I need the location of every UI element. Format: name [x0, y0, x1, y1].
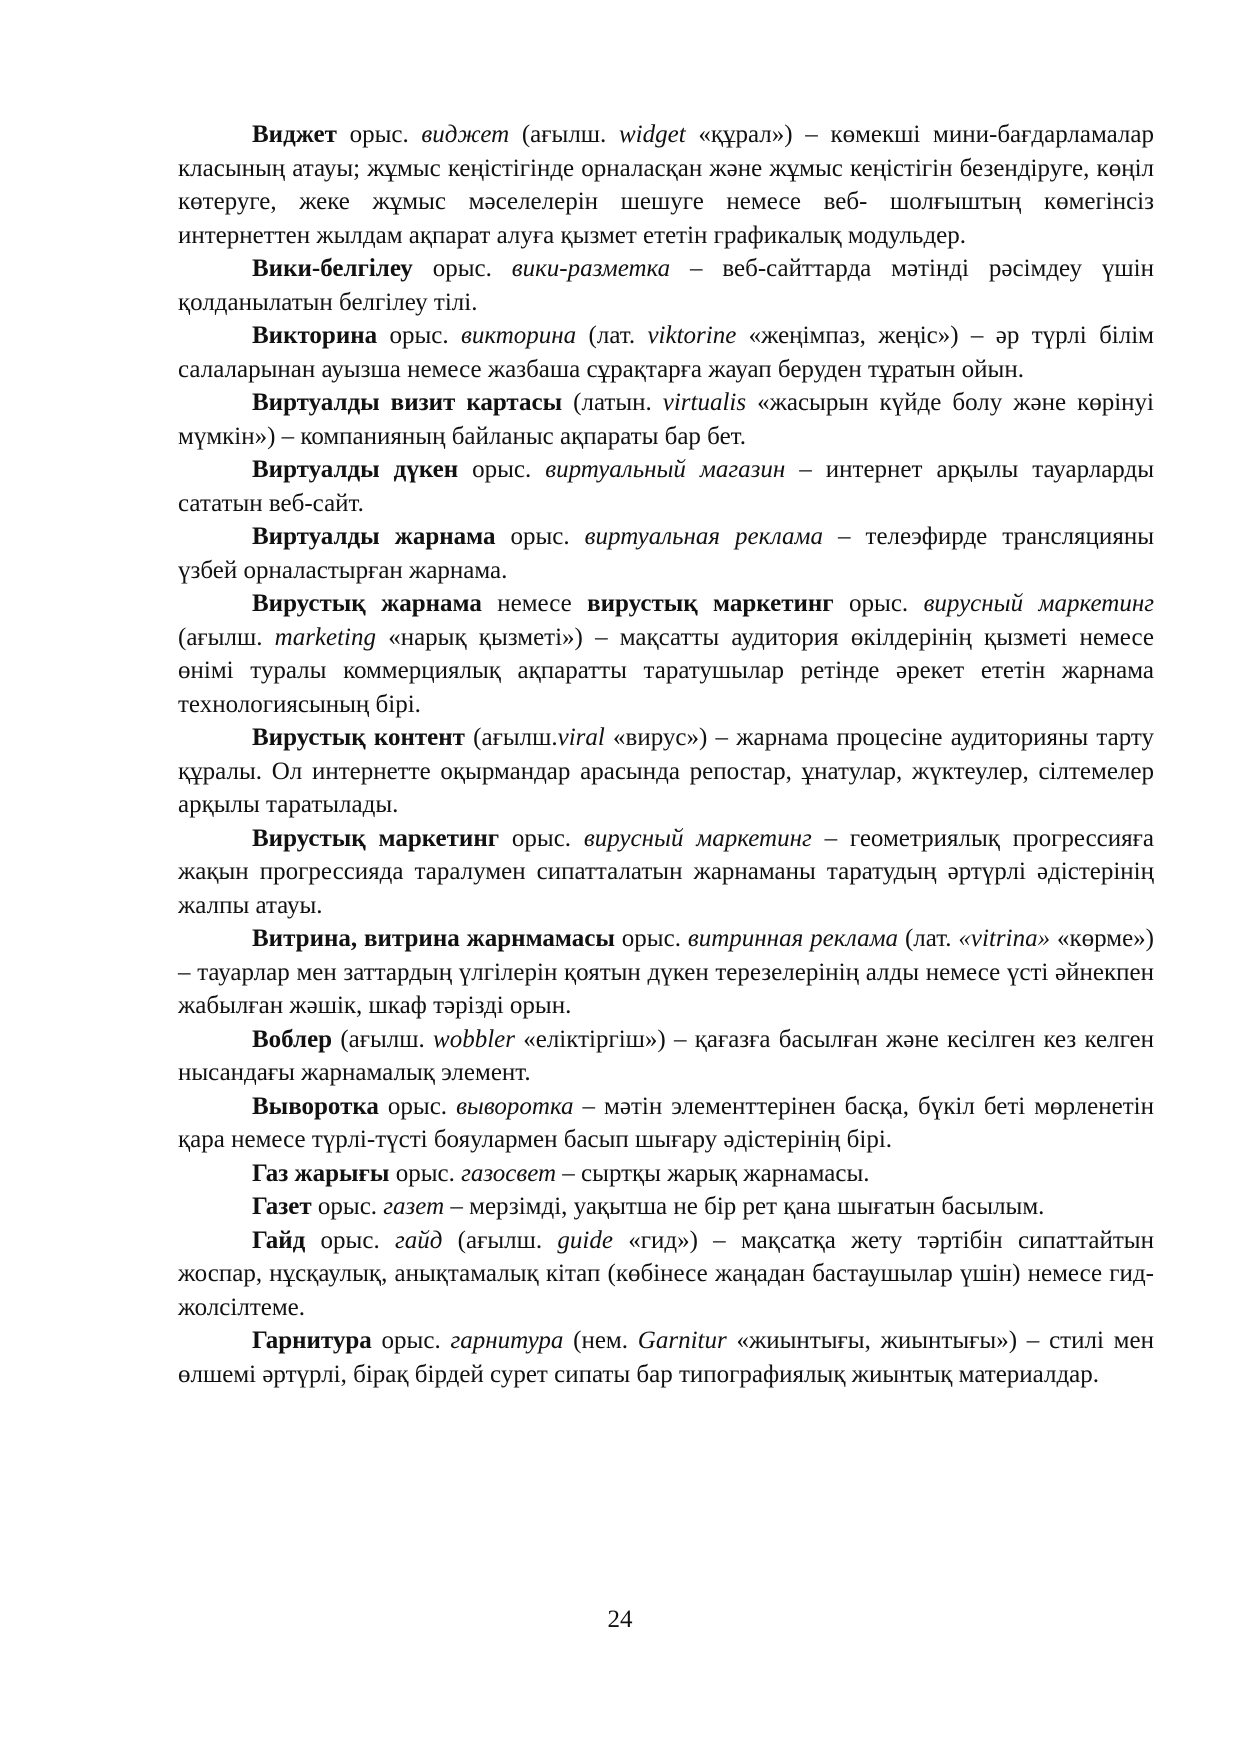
entry-text: «жасырын күйде болу және көрінуі мүмкін») – компанияның байланыс ақпараты бар бет. — [178, 389, 1155, 450]
entry-term-source: виртуальный магазин — [545, 456, 786, 483]
entry-term: Виртуалды дүкен — [252, 456, 459, 483]
entry-text: «гид») – мақсатқа жету тәртібін сипаттайтын жоспар, нұсқаулық, анықтамалық кітап (көбінесе жаңадан бастаушылар үшін) немесе гид-жолсілтеме. — [178, 1226, 1154, 1321]
entry-term-source: guide — [557, 1226, 613, 1254]
entry-text: орыс. — [305, 1226, 395, 1254]
entry-text: (нем. — [563, 1327, 638, 1354]
entry-text: орыс. — [495, 523, 585, 550]
entry-text: орыс. — [377, 322, 461, 349]
entry-text: «вирус») – жарнама процесіне аудиторияны тарту құралы. Ол интернетте оқырмандар арасында репостар, ұнатулар, жүктеулер, сілтемелер арқылы таратылады. — [178, 724, 1154, 818]
entry-synonym-term: вирустық маркетинг — [587, 590, 834, 617]
entry-term-source: вирусный маркетинг — [923, 590, 1154, 617]
entry-text: орыс. — [833, 590, 924, 617]
glossary-entry — [178, 1324, 1154, 1391]
entry-term: Вирустық жарнама — [252, 590, 482, 617]
entry-text: орыс. — [499, 824, 584, 852]
entry-term: Вики-белгілеу — [252, 255, 413, 282]
entry-text: орыс. — [371, 1327, 451, 1354]
glossary-entry — [178, 822, 1154, 923]
glossary-body — [178, 118, 1154, 1391]
glossary-entry — [178, 520, 1154, 587]
page-number: 24 — [607, 1606, 633, 1633]
glossary-entry — [178, 1190, 1154, 1224]
entry-term-source: «vitrina» — [958, 925, 1051, 952]
entry-text: орыс. — [311, 1193, 384, 1220]
entry-term-source: marketing — [274, 623, 377, 651]
entry-term-source: гарнитура — [450, 1327, 564, 1354]
glossary-entry — [178, 1090, 1154, 1157]
entry-text: (ағылш. — [464, 724, 558, 751]
entry-term: Газ жарығы — [252, 1159, 390, 1187]
entry-term-source: вики-разметка — [511, 255, 671, 282]
entry-text: (ағылш. — [332, 1025, 434, 1053]
entry-term: Витрина, витрина жарнмамасы — [252, 925, 615, 952]
entry-term: Гайд — [252, 1226, 306, 1254]
entry-text: (лат. — [898, 925, 959, 952]
entry-term-source: вирусный маркетинг — [583, 824, 812, 852]
entry-term-source: витринная реклама — [687, 925, 899, 952]
entry-term: Вирустық маркетинг — [252, 824, 500, 852]
entry-text: (ағылш. — [442, 1226, 558, 1254]
entry-text: орыс. — [336, 121, 422, 148]
entry-term: Гарнитура — [252, 1327, 372, 1354]
entry-term-source: Garnitur — [637, 1327, 727, 1354]
glossary-entry — [178, 252, 1154, 319]
entry-text: орыс. — [412, 255, 512, 282]
entry-term-source: widget — [618, 121, 686, 148]
entry-text: «нарық қызметі») – мақсатты аудитория өкілдерінің қызметі немесе өнімі туралы коммерциялық ақпаратты таратушылар ретінде әрекет ететін жарнама технологиясының бірі. — [178, 623, 1154, 718]
entry-text: – интернет арқылы тауарларды сататын веб-сайт. — [178, 456, 1154, 517]
glossary-entry — [178, 721, 1154, 822]
entry-text: «құрал») – көмекші мини-бағдарламалар класының атауы; жұмыс кеңістігінде орналасқан және жұмыс кеңістігін безендіруге, көңіл көтеруге, жеке жұмыс мәселелерін шешуге немесе веб- шолғыштың көмегінсіз интернеттен жылдам ақпарат алуға қызмет ететін графикалық модульдер. — [178, 121, 1154, 249]
glossary-entry — [178, 386, 1154, 453]
glossary-entry — [178, 587, 1154, 721]
entry-term-source: викторина — [461, 322, 577, 349]
glossary-entry — [178, 118, 1154, 252]
entry-text: орыс. — [378, 1092, 457, 1120]
entry-term: Виртуалды визит картасы — [252, 389, 563, 416]
entry-term-source: wobbler — [433, 1025, 515, 1053]
glossary-entry — [178, 1157, 1154, 1191]
entry-term: Вирустық контент — [252, 724, 465, 751]
entry-term: Виртуалды жарнама — [252, 523, 496, 550]
entry-term: Воблер — [252, 1025, 333, 1053]
entry-text: – телеэфирде трансляцияны үзбей орналастырған жарнама. — [178, 523, 1154, 584]
entry-text: – мерзімді, уақытша не бір рет қана шығатын басылым. — [444, 1193, 1045, 1220]
entry-text: орыс. — [389, 1159, 462, 1187]
glossary-entry — [178, 453, 1154, 520]
entry-text: – веб-сайттарда мәтінді рәсімдеу үшін қолданылатын белгілеу тілі. — [178, 255, 1154, 316]
entry-text: – сыртқы жарық жарнамасы. — [556, 1159, 870, 1187]
entry-term-source: viral — [557, 724, 605, 751]
glossary-entry — [178, 319, 1154, 386]
entry-text: орыс. — [458, 456, 546, 483]
entry-text: немесе — [481, 590, 588, 617]
entry-term-source: viktorine — [647, 322, 737, 349]
glossary-entry — [178, 1224, 1154, 1325]
entry-term-source: газет — [383, 1193, 445, 1220]
entry-term: Викторина — [252, 322, 378, 349]
entry-text: «көрме») – тауарлар мен заттардың үлгілерін қоятын дүкен терезелерінің алды немесе үсті әйнекпен жабылған жәшік, шкаф тәрізді орын. — [178, 925, 1154, 1019]
entry-text: «жиынтығы, жиынтығы») – стилі мен өлшемі әртүрлі, бірақ бірдей сурет сипаты бар типографиялық жиынтық материалдар. — [178, 1327, 1154, 1388]
entry-term-source: газосвет — [461, 1159, 557, 1187]
entry-text: (ағылш. — [178, 623, 275, 651]
entry-term-source: виджет — [421, 121, 510, 148]
entry-text: (лат. — [576, 322, 648, 349]
entry-text: «жеңімпаз, жеңіс») – әр түрлі білім салаларынан ауызша немесе жазбаша сұрақтарға жауап беруден тұратын ойын. — [178, 322, 1154, 383]
entry-text: – мәтін элементтерінен басқа, бүкіл беті мөрленетін қара немесе түрлі-түсті бояулармен басып шығару әдістерінің бірі. — [178, 1092, 1154, 1153]
entry-text: (латын. — [562, 389, 663, 416]
entry-text: – геометриялық прогрессияға жақын прогрессияда таралумен сипатталатын жарнаманы таратудың әртүрлі әдістерінің жалпы атауы. — [178, 824, 1154, 919]
entry-term-source: выворотка — [456, 1092, 574, 1120]
entry-term: Выворотка — [252, 1092, 379, 1120]
glossary-entry — [178, 922, 1154, 1023]
entry-term: Газет — [252, 1193, 312, 1220]
entry-term-source: гайд — [394, 1226, 443, 1254]
entry-text: «еліктіргіш») – қағазға басылған және кесілген кез келген нысандағы жарнамалық элемент. — [178, 1025, 1154, 1086]
entry-term: Виджет — [252, 121, 337, 148]
glossary-entry — [178, 1023, 1154, 1090]
entry-term-source: virtualis — [662, 389, 747, 416]
entry-text: орыс. — [614, 925, 688, 952]
entry-term-source: виртуальная реклама — [584, 523, 823, 550]
entry-text: (ағылш. — [509, 121, 619, 148]
